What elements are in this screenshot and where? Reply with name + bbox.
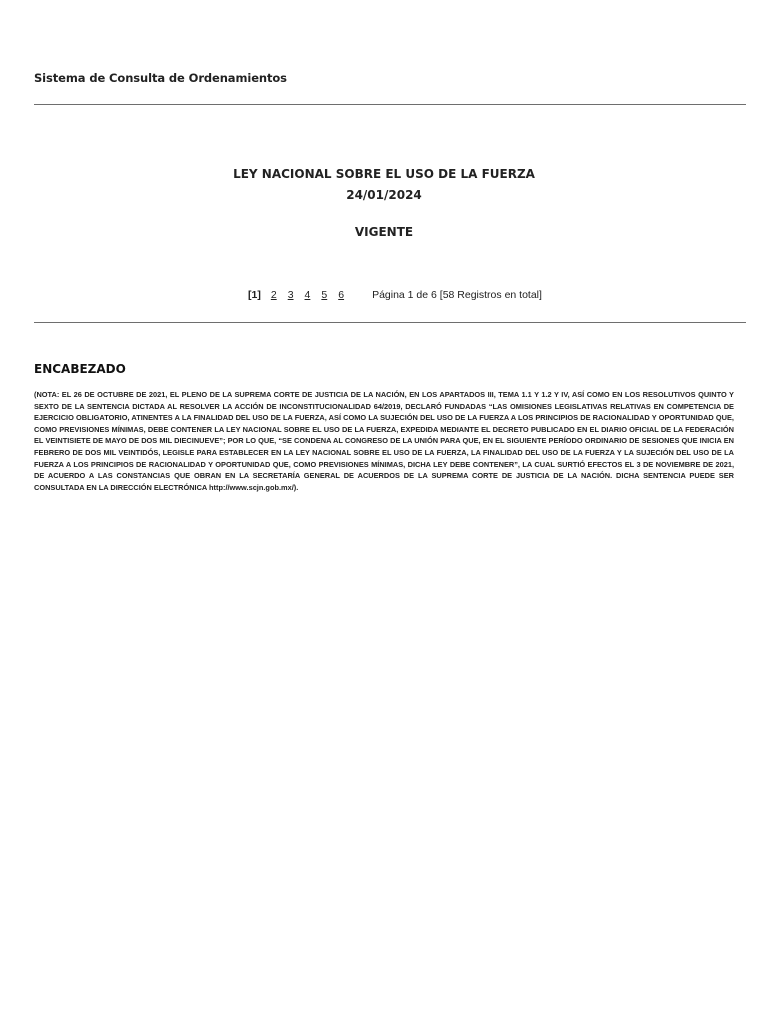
page-link-2[interactable]: 2: [270, 289, 277, 301]
page-link-4[interactable]: 4: [304, 289, 311, 301]
page-link-5[interactable]: 5: [321, 289, 328, 301]
document-date: 24/01/2024: [346, 188, 422, 202]
header-divider: [34, 104, 746, 105]
document-status: VIGENTE: [354, 225, 414, 239]
page-link-3[interactable]: 3: [287, 289, 294, 301]
header-note: (NOTA: EL 26 DE OCTUBRE DE 2021, EL PLENO DE LA SUPREMA CORTE DE JUSTICIA DE LA NACIÓN, EN LOS APARTADOS III, TEMA 1.1 Y 1.2 Y IV, ASÍ COMO EN LOS RESOLUTIVOS QUINTO Y SEXTO DE LA SENTENCIA DICTADA AL RESOLVER LA ACCIÓN DE INCONSTITUCIONALIDAD 64/2019, DECLARÓ FUNDADAS “LAS OMISIONES LEGISLATIVAS RELATIVAS EN COMPETENCIA DE EJERCICIO OBLIGATORIO, ATINENTES A LA FINALIDAD DEL USO DE LA FUERZA, ASÍ COMO LA SUJECIÓN DEL USO DE LA FUERZA A LOS PRINCIPIOS DE RACIONALIDAD Y OPORTUNIDAD QUE, COMO PREVISIONES MÍNIMAS, DEBE CONTENER LA LEY NACIONAL SOBRE EL USO DE LA FUERZA, EXPEDIDA MEDIANTE EL DECRETO PUBLICADO EN EL DIARIO OFICIAL DE LA FEDERACIÓN EL VEINTISIETE DE MAYO DE DOS MIL DIECINUEVE”; POR LO QUE, “SE CONDENA AL CONGRESO DE LA UNIÓN PARA QUE, EN EL SIGUIENTE PERÍODO ORDINARIO DE SESIONES QUE INICIA EN FEBRERO DE DOS MIL VEINTIDÓS, LEGISLE PARA ESTABLECER EN LA LEY NACIONAL SOBRE EL USO DE LA FUERZA, LA FINALIDAD DEL USO DE LA FUERZA Y LA SUJECIÓN DEL USO DE LA FUERZA A LOS PRINCIPIOS DE RACIONALIDAD Y OPORTUNIDAD QUE, COMO PREVISIONES MÍNIMAS, DICHA LEY DEBE CONTENER”, LA CUAL SURTIÓ EFECTOS EL 3 DE NOVIEMBRE DE 2021, DE ACUERDO A LAS CONSTANCIAS QUE OBRAN EN LA SECRETARÍA GENERAL DE ACUERDOS DE LA SUPREMA CORTE DE JUSTICIA DE LA NACIÓN. DICHA SENTENCIA PUEDE SER CONSULTADA EN LA DIRECCIÓN ELECTRÓNICA http://www.scjn.gob.mx/).: [34, 390, 734, 492]
current-page: [1]: [248, 289, 261, 301]
document-title-block: [0, 164, 768, 206]
page-link-6[interactable]: 6: [338, 289, 345, 301]
page-info: Página 1 de 6 [58 Registros en total]: [372, 289, 542, 301]
pagination: [248, 289, 542, 301]
section-heading: ENCABEZADO: [34, 362, 126, 376]
system-title: Sistema de Consulta de Ordenamientos: [34, 71, 287, 85]
pagination-divider: [34, 322, 746, 323]
document-title: LEY NACIONAL SOBRE EL USO DE LA FUERZA: [233, 167, 535, 181]
